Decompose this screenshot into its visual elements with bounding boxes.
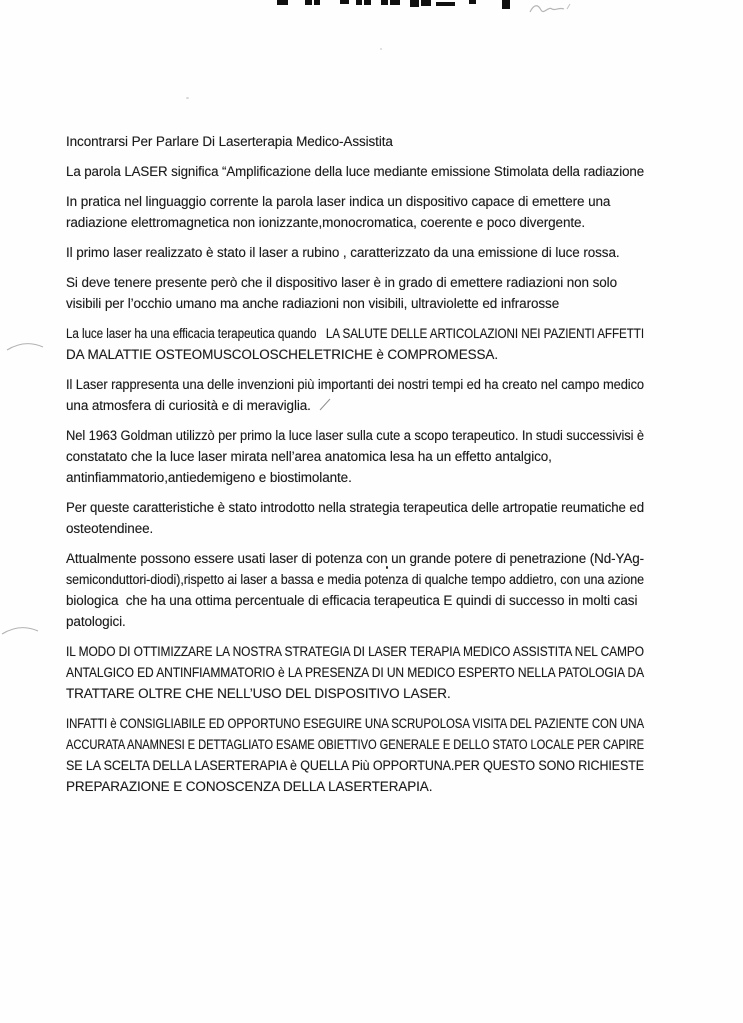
paragraph <box>66 548 646 632</box>
text-line: semiconduttori-diodi),rispetto ai laser a bassa e media potenza di qualche tempo addietro, con una azione <box>66 572 644 587</box>
text-line: constatato che la luce laser mirata nell’area anatomica lesa ha un effetto antalgico, <box>66 449 552 464</box>
text-line: radiazione elettromagnetica non ionizzante,monocromatica, coerente e poco divergente. <box>66 215 586 230</box>
text-line: una atmosfera di curiosità e di meraviglia. <box>66 398 311 413</box>
title-fragment <box>364 0 371 5</box>
document-body <box>66 131 646 806</box>
text-line: visibili per l’occhio umano ma anche radiazioni non visibili, ultraviolette ed infrarosse <box>66 296 560 311</box>
title-fragment <box>421 0 431 6</box>
paragraph <box>66 323 646 365</box>
pencil-arc-mark <box>1 622 39 638</box>
paragraph <box>66 374 646 416</box>
paragraph-uppercase <box>66 713 646 797</box>
paragraph <box>66 161 646 182</box>
text-line: Per queste caratteristiche è stato introdotto nella strategia terapeutica delle artropatie reumatiche ed <box>66 500 645 515</box>
scan-speck <box>186 97 189 99</box>
text-line: ANTALGICO ED ANTINFIAMMATORIO è LA PRESENZA DI UN MEDICO ESPERTO NELLA PATOLOGIA DA <box>66 665 645 680</box>
paragraph <box>66 242 646 263</box>
title-fragment <box>436 2 455 6</box>
text-line: antinfiammatorio,antiedemigeno e biostimolante. <box>66 470 352 485</box>
pencil-arc-mark <box>6 338 44 354</box>
paragraph <box>66 425 646 488</box>
title-fragment <box>277 0 288 5</box>
document-title-paragraph <box>66 131 646 152</box>
text-line: biologica che ha una ottima percentuale di efficacia terapeutica E quindi di successo in molti casi <box>66 593 638 608</box>
title-fragment <box>390 0 400 5</box>
text-line: PREPARAZIONE E CONOSCENZA DELLA LASERTERAPIA. <box>66 779 433 794</box>
title-fragment <box>381 0 388 5</box>
text-line: Nel 1963 Goldman utilizzò per primo la luce laser sulla cute a scopo terapeutico. In studi successivisi è <box>66 428 644 443</box>
text-line: SE LA SCELTA DELLA LASERTERAPIA è QUELLA Più OPPORTUNA.PER QUESTO SONO RICHIESTE <box>66 758 645 773</box>
text-line: Il Laser rappresenta una delle invenzioni più importanti dei nostri tempi ed ha creato nel campo medico <box>66 377 645 392</box>
paragraph <box>66 497 646 539</box>
title-fragment <box>340 0 349 4</box>
title-fragment <box>410 0 419 7</box>
paragraph <box>66 272 646 314</box>
ink-squiggle-mark <box>528 2 572 18</box>
text-line: osteotendinee. <box>66 521 154 536</box>
text-line: patologici. <box>66 614 126 629</box>
text-line: Il primo laser realizzato è stato il laser a rubino , caratterizzato da una emissione di luce rossa. <box>66 245 620 260</box>
text-line: La luce laser ha una efficacia terapeutica quando LA SALUTE DELLE ARTICOLAZIONI NEI PAZIENTI AFFETTI <box>66 326 644 341</box>
paragraph-uppercase <box>66 641 646 704</box>
text-line: TRATTARE OLTRE CHE NELL’USO DEL DISPOSITIVO LASER. <box>66 686 451 701</box>
title-fragment <box>305 0 312 5</box>
text-line: Si deve tenere presente però che il dispositivo laser è in grado di emettere radiazioni non solo <box>66 275 617 290</box>
paragraph <box>66 191 646 233</box>
scan-speck <box>380 48 382 50</box>
text-line: In pratica nel linguaggio corrente la parola laser indica un dispositivo capace di emettere una <box>66 194 611 209</box>
title-line: Incontrarsi Per Parlare Di Laserterapia Medico-Assistita <box>66 134 393 149</box>
text-line: INFATTI è CONSIGLIABILE ED OPPORTUNO ESEGUIRE UNA SCRUPOLOSA VISITA DEL PAZIENTE CON UNA <box>66 716 645 731</box>
text-line: DA MALATTIE OSTEOMUSCOLOSCHELETRICHE è COMPROMESSA. <box>66 347 498 362</box>
text-line: La parola LASER significa “Amplificazione della luce mediante emissione Stimolata della radiazione <box>66 164 645 179</box>
title-fragment <box>314 0 320 5</box>
text-line: Attualmente possono essere usati laser di potenza con un grande potere di penetrazione (Nd-YAg- <box>66 551 644 566</box>
text-line: ACCURATA ANAMNESI E DETTAGLIATO ESAME OBIETTIVO GENERALE E DELLO STATO LOCALE PER CAPIRE <box>66 737 644 752</box>
title-fragment <box>502 0 510 9</box>
title-fragment <box>356 0 362 5</box>
text-line: IL MODO DI OTTIMIZZARE LA NOSTRA STRATEGIA DI LASER TERAPIA MEDICO ASSISTITA NEL CAMPO <box>66 644 644 659</box>
title-fragment <box>469 0 476 4</box>
